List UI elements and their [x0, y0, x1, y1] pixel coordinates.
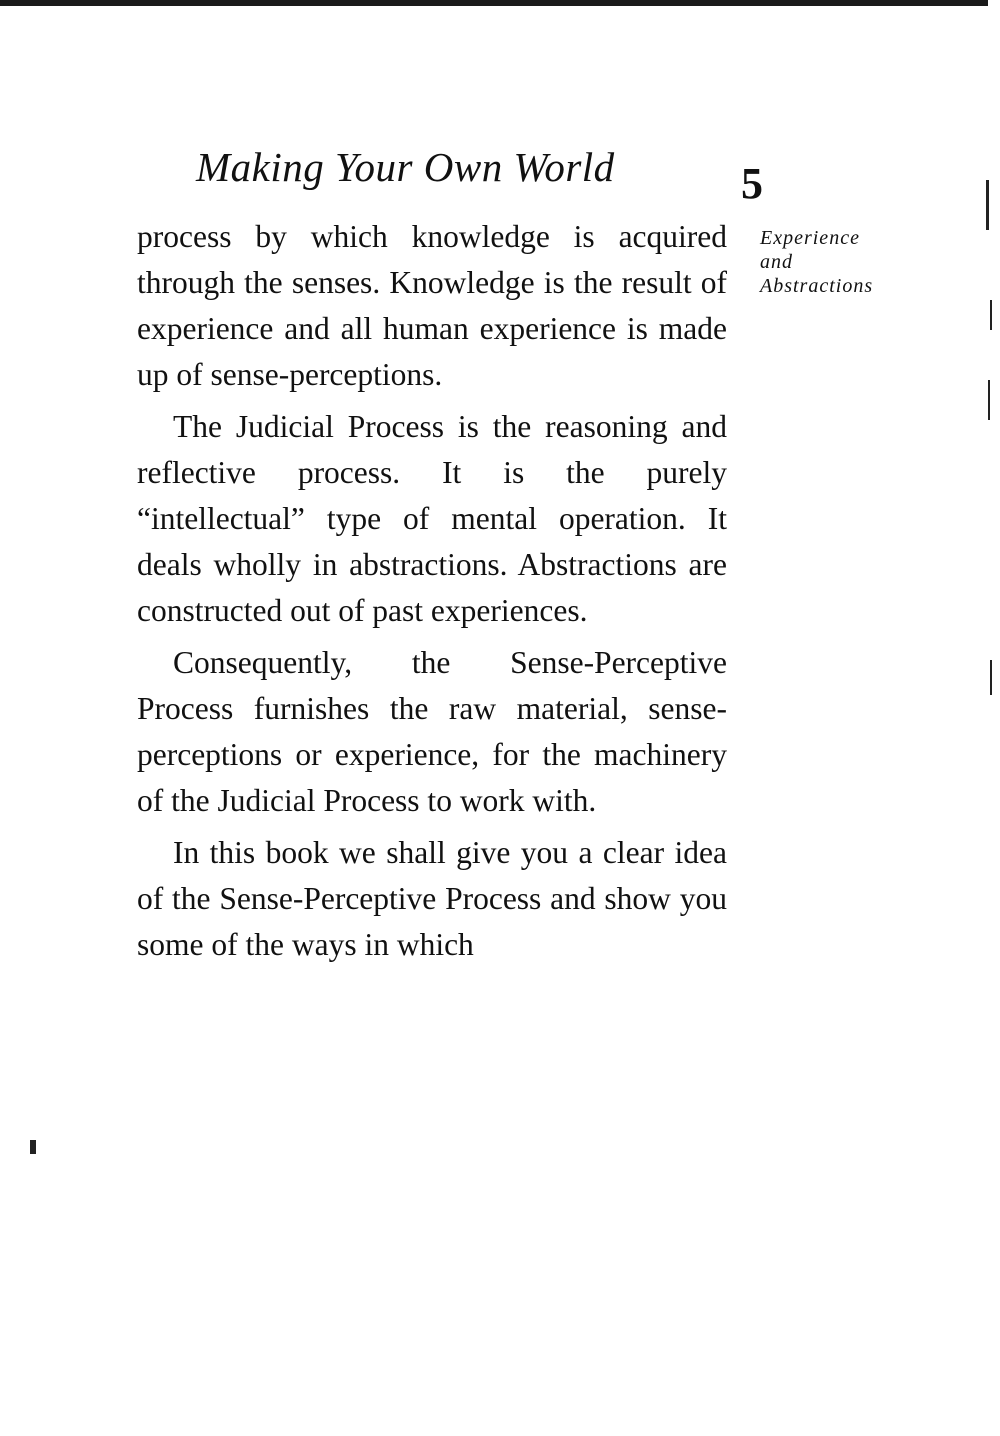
- paragraph: process by which knowledge is acquired through the senses. Knowledge is the result of experience and all human experience is made up of sense-perceptions.: [137, 219, 727, 392]
- scan-speck: [990, 660, 992, 695]
- scan-speck: [988, 380, 990, 420]
- margin-note-line: Experience: [760, 227, 860, 249]
- running-header-title: Making Your Own World: [196, 144, 615, 190]
- scan-speck: [990, 300, 992, 330]
- top-edge-rule: [0, 0, 988, 6]
- body-text: [137, 214, 727, 968]
- scan-speck: [986, 180, 989, 230]
- scan-speck: [30, 1140, 36, 1154]
- margin-note-line: and: [760, 251, 793, 273]
- margin-note-line: Abstractions: [760, 275, 874, 297]
- paragraph: The Judicial Process is the reasoning and reflective process. It is the purely “intellectual” type of mental operation. It deals wholly in abstractions. Abstractions are constructed out of past experiences.: [137, 409, 727, 628]
- margin-note: [760, 226, 873, 298]
- paragraph: In this book we shall give you a clear idea of the Sense-Perceptive Process and show you some of the ways in which: [137, 835, 727, 962]
- paragraph: Consequently, the Sense-Perceptive Process furnishes the raw material, sense-perceptions or experience, for the machinery of the Judicial Process to work with.: [137, 645, 727, 818]
- page-number: 5: [741, 159, 763, 208]
